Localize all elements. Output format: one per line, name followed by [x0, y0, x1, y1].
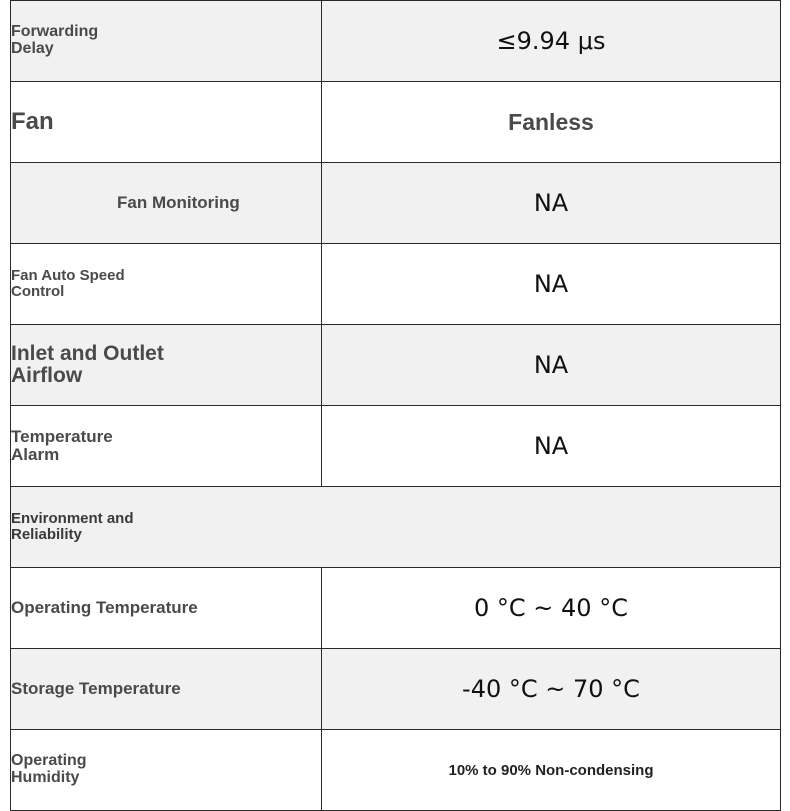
- row-label-fan-monitoring: Fan Monitoring: [11, 163, 322, 244]
- table-row: [11, 730, 781, 811]
- table-row: [11, 325, 781, 406]
- spec-table: [10, 0, 781, 811]
- table-row: [11, 406, 781, 487]
- row-label-forwarding-delay: Forwarding Delay: [11, 1, 322, 82]
- row-label-airflow: Inlet and Outlet Airflow: [11, 325, 322, 406]
- table-row: [11, 1, 781, 82]
- row-label-storage-temperature: Storage Temperature: [11, 649, 322, 730]
- row-value-fan: Fanless: [322, 82, 781, 163]
- section-title: Environment and Reliability: [11, 487, 781, 568]
- row-value-temperature-alarm: NA: [322, 406, 781, 487]
- row-value-operating-humidity: 10% to 90% Non-condensing: [322, 730, 781, 811]
- row-value-storage-temperature: -40 °C ~ 70 °C: [322, 649, 781, 730]
- row-label-fan-auto-speed: Fan Auto Speed Control: [11, 244, 322, 325]
- table-row: [11, 82, 781, 163]
- row-value-fan-monitoring: NA: [322, 163, 781, 244]
- table-row: [11, 163, 781, 244]
- row-label-operating-temperature: Operating Temperature: [11, 568, 322, 649]
- table-row: [11, 244, 781, 325]
- row-value-fan-auto-speed: NA: [322, 244, 781, 325]
- row-label-fan: Fan: [11, 82, 322, 163]
- table-row: [11, 568, 781, 649]
- section-row: [11, 487, 781, 568]
- row-label-temperature-alarm: Temperature Alarm: [11, 406, 322, 487]
- row-label-operating-humidity: Operating Humidity: [11, 730, 322, 811]
- table-row: [11, 649, 781, 730]
- row-value-forwarding-delay: ≤9.94 μs: [322, 1, 781, 82]
- row-value-airflow: NA: [322, 325, 781, 406]
- row-value-operating-temperature: 0 °C ~ 40 °C: [322, 568, 781, 649]
